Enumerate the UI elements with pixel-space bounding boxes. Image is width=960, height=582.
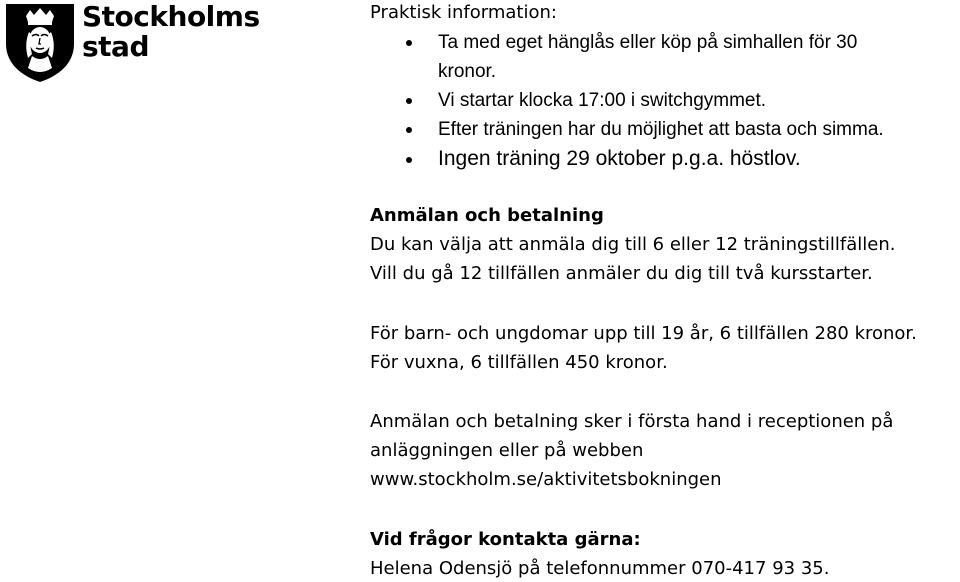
list-item xyxy=(370,144,955,173)
logo-wordmark xyxy=(82,2,260,62)
logo-line-2: stad xyxy=(82,30,149,63)
list-item xyxy=(370,86,955,115)
contact-title: Vid frågor kontakta gärna: xyxy=(370,529,641,550)
bullet-icon xyxy=(406,98,412,104)
bullet-icon xyxy=(406,157,412,163)
list-item-text: Ta med eget hänglås eller köp på simhallen för 30 xyxy=(438,32,858,53)
stockholms-stad-logo xyxy=(2,0,260,84)
crest-icon xyxy=(2,0,78,84)
logo-line-1: Stockholms xyxy=(82,0,260,33)
booking-line-2: anläggningen eller på webben xyxy=(370,440,644,461)
registration-line-2: Vill du gå 12 tillfällen anmäler du dig till två kursstarter. xyxy=(370,263,873,284)
booking-url[interactable]: www.stockholm.se/aktivitetsbokningen xyxy=(370,469,722,490)
contact-line: Helena Odensjö på telefonnummer 070-417 93 35. xyxy=(370,558,830,579)
list-item-text: Vi startar klocka 17:00 i switchgymmet. xyxy=(438,90,767,111)
bullet-icon xyxy=(406,40,412,46)
bullet-icon xyxy=(406,127,412,133)
price-children: För barn- och ungdomar upp till 19 år, 6 tillfällen 280 kronor. xyxy=(370,323,917,344)
price-adults: För vuxna, 6 tillfällen 450 kronor. xyxy=(370,352,668,373)
list-item xyxy=(370,115,955,144)
practical-info-list xyxy=(370,28,955,173)
booking-line-1: Anmälan och betalning sker i första hand i receptionen på xyxy=(370,411,894,432)
list-item-text: Efter träningen har du möjlighet att basta och simma. xyxy=(438,119,884,140)
list-item xyxy=(370,28,955,86)
registration-title: Anmälan och betalning xyxy=(370,205,604,226)
practical-info-title: Praktisk information: xyxy=(370,2,557,23)
list-item-text: kronor. xyxy=(438,61,497,82)
list-item-text: Ingen träning 29 oktober p.g.a. höstlov. xyxy=(438,147,801,170)
registration-line-1: Du kan välja att anmäla dig till 6 eller 12 träningstillfällen. xyxy=(370,234,896,255)
